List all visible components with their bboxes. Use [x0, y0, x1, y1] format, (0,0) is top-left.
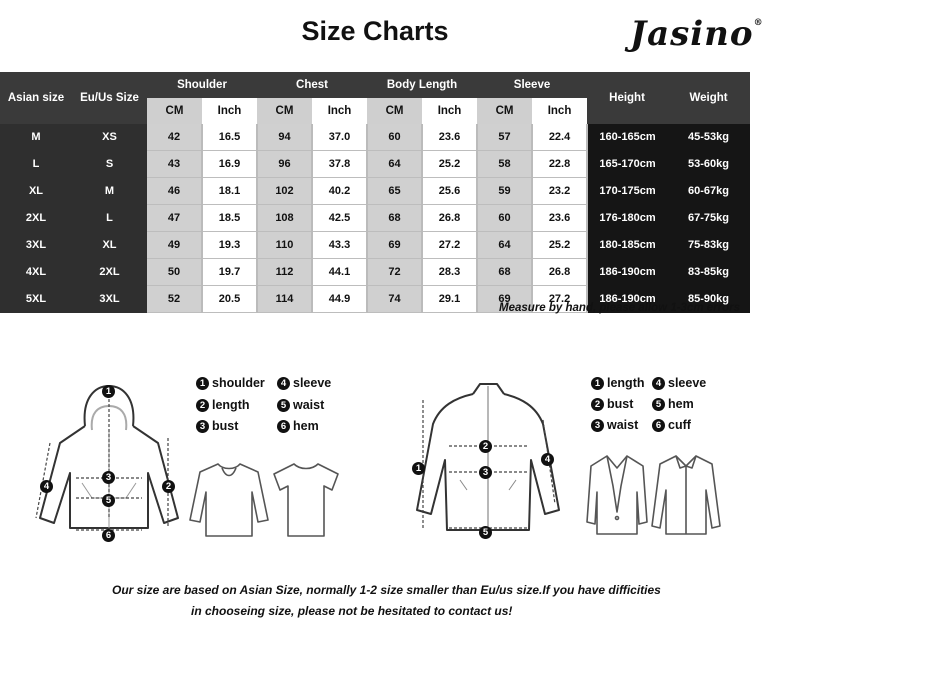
page-title: Size Charts [301, 16, 449, 46]
marker-1: 1 [412, 462, 425, 475]
measure-note: Measure by hand, please allow 1-3cm errors [499, 302, 740, 314]
header-asian-size: Asian size [0, 72, 72, 124]
cell-eu-size: 3XL [72, 286, 147, 313]
legend-label: hem [668, 397, 694, 411]
cell-sleeve-cm: 68 [477, 259, 532, 286]
cell-eu-size: XL [72, 232, 147, 259]
legend-label: shoulder [212, 376, 265, 390]
cell-chest-cm: 114 [257, 286, 312, 313]
cell-asian-size: M [0, 124, 72, 151]
cell-height: 165-170cm [587, 151, 667, 178]
cell-chest-cm: 108 [257, 205, 312, 232]
cell-weight: 85-90kg [667, 286, 750, 313]
cell-sleeve-cm: 64 [477, 232, 532, 259]
legend-number: 6 [277, 420, 290, 433]
legend-number: 6 [652, 419, 665, 432]
marker-5: 5 [479, 526, 492, 539]
cell-length-inch: 25.6 [422, 178, 477, 205]
header-chest: Chest [257, 72, 367, 98]
marker-2: 2 [162, 480, 175, 493]
cell-eu-size: XS [72, 124, 147, 151]
cell-shoulder-inch: 19.7 [202, 259, 257, 286]
cell-height: 160-165cm [587, 124, 667, 151]
footer-line-1: Our size are based on Asian Size, normally 1-2 size smaller than Eu/us size.If you have difficities [112, 583, 661, 597]
cell-length-inch: 25.2 [422, 151, 477, 178]
legend-label: hem [293, 419, 319, 433]
cell-sleeve-cm: 59 [477, 178, 532, 205]
footer-line-2: in chooseing size, please not be hesitated to contact us! [191, 604, 513, 618]
cell-chest-inch: 37.8 [312, 151, 367, 178]
legend-label: sleeve [293, 376, 332, 390]
legend-number: 1 [196, 377, 209, 390]
subheader-cm: CM [477, 98, 532, 124]
cell-chest-cm: 102 [257, 178, 312, 205]
header-sleeve: Sleeve [477, 72, 587, 98]
subheader-inch: Inch [532, 98, 587, 124]
tshirt-icon [270, 458, 342, 540]
cell-sleeve-inch: 23.2 [532, 178, 587, 205]
legend-number: 2 [591, 398, 604, 411]
cell-weight: 75-83kg [667, 232, 750, 259]
subheader-cm: CM [257, 98, 312, 124]
cell-chest-inch: 40.2 [312, 178, 367, 205]
cell-weight: 60-67kg [667, 178, 750, 205]
legend-number: 4 [652, 377, 665, 390]
legend-label: length [607, 376, 645, 390]
cell-weight: 83-85kg [667, 259, 750, 286]
header-height: Height [587, 72, 667, 124]
subheader-cm: CM [147, 98, 202, 124]
cell-chest-inch: 37.0 [312, 124, 367, 151]
cell-shoulder-inch: 18.5 [202, 205, 257, 232]
marker-3: 3 [479, 466, 492, 479]
legend-number: 1 [591, 377, 604, 390]
marker-4: 4 [40, 480, 53, 493]
legend-label: sleeve [668, 376, 707, 390]
cell-weight: 45-53kg [667, 124, 750, 151]
marker-2: 2 [479, 440, 492, 453]
cell-shoulder-cm: 52 [147, 286, 202, 313]
cell-length-cm: 68 [367, 205, 422, 232]
cell-sleeve-inch: 27.2 [532, 286, 587, 313]
cell-asian-size: 5XL [0, 286, 72, 313]
cell-shoulder-cm: 47 [147, 205, 202, 232]
cell-length-cm: 72 [367, 259, 422, 286]
legend-label: length [212, 398, 250, 412]
cell-sleeve-cm: 69 [477, 286, 532, 313]
cell-chest-inch: 43.3 [312, 232, 367, 259]
cell-asian-size: 4XL [0, 259, 72, 286]
cell-length-cm: 64 [367, 151, 422, 178]
cell-chest-cm: 94 [257, 124, 312, 151]
header-weight: Weight [667, 72, 750, 124]
cell-chest-inch: 44.9 [312, 286, 367, 313]
table-row [0, 124, 750, 151]
cell-chest-cm: 110 [257, 232, 312, 259]
legend-label: bust [212, 419, 239, 433]
cell-sleeve-cm: 58 [477, 151, 532, 178]
legend-number: 5 [652, 398, 665, 411]
table-row [0, 259, 750, 286]
cell-shoulder-inch: 18.1 [202, 178, 257, 205]
legend-number: 4 [277, 377, 290, 390]
cell-height: 170-175cm [587, 178, 667, 205]
legend-number: 5 [277, 399, 290, 412]
cell-length-inch: 29.1 [422, 286, 477, 313]
cell-weight: 53-60kg [667, 151, 750, 178]
sweatshirt-icon [188, 458, 270, 540]
header-shoulder: Shoulder [147, 72, 257, 98]
table-row [0, 151, 750, 178]
marker-6: 6 [102, 529, 115, 542]
cell-sleeve-inch: 25.2 [532, 232, 587, 259]
blazer-icon [585, 452, 649, 538]
cell-chest-inch: 42.5 [312, 205, 367, 232]
subheader-inch: Inch [422, 98, 477, 124]
cell-shoulder-inch: 16.9 [202, 151, 257, 178]
hoodie-diagram [30, 378, 190, 548]
cell-sleeve-inch: 22.4 [532, 124, 587, 151]
subheader-cm: CM [367, 98, 422, 124]
cell-sleeve-cm: 57 [477, 124, 532, 151]
cell-shoulder-cm: 43 [147, 151, 202, 178]
cell-eu-size: S [72, 151, 147, 178]
legend-label: waist [293, 398, 325, 412]
cell-weight: 67-75kg [667, 205, 750, 232]
cell-length-inch: 28.3 [422, 259, 477, 286]
cell-asian-size: L [0, 151, 72, 178]
cell-height: 186-190cm [587, 286, 667, 313]
legend-label: bust [607, 397, 634, 411]
cell-asian-size: 3XL [0, 232, 72, 259]
cell-shoulder-cm: 46 [147, 178, 202, 205]
subheader-inch: Inch [202, 98, 257, 124]
cell-eu-size: M [72, 178, 147, 205]
cell-chest-cm: 112 [257, 259, 312, 286]
cell-chest-cm: 96 [257, 151, 312, 178]
table-row [0, 205, 750, 232]
cell-length-cm: 74 [367, 286, 422, 313]
legend-label: cuff [668, 418, 691, 432]
cell-length-cm: 65 [367, 178, 422, 205]
cell-shoulder-cm: 42 [147, 124, 202, 151]
registered-mark: ® [753, 18, 764, 28]
header-eu-size: Eu/Us Size [72, 72, 147, 124]
cell-length-inch: 27.2 [422, 232, 477, 259]
brand-logo [630, 14, 764, 54]
header-body-length: Body Length [367, 72, 477, 98]
cell-sleeve-inch: 22.8 [532, 151, 587, 178]
cell-length-inch: 23.6 [422, 124, 477, 151]
legend-label: waist [607, 418, 639, 432]
marker-4: 4 [541, 453, 554, 466]
cell-sleeve-cm: 60 [477, 205, 532, 232]
cell-eu-size: 2XL [72, 259, 147, 286]
cell-length-inch: 26.8 [422, 205, 477, 232]
size-table [0, 72, 750, 313]
marker-3: 3 [102, 471, 115, 484]
cell-shoulder-inch: 16.5 [202, 124, 257, 151]
cell-eu-size: L [72, 205, 147, 232]
legend-number: 2 [196, 399, 209, 412]
brand-name: Jasino [630, 14, 754, 54]
cell-chest-inch: 44.1 [312, 259, 367, 286]
cell-shoulder-inch: 19.3 [202, 232, 257, 259]
cell-shoulder-inch: 20.5 [202, 286, 257, 313]
shirt-icon [650, 452, 722, 538]
cell-height: 176-180cm [587, 205, 667, 232]
cell-sleeve-inch: 23.6 [532, 205, 587, 232]
cell-length-cm: 60 [367, 124, 422, 151]
marker-1: 1 [102, 385, 115, 398]
cell-height: 186-190cm [587, 259, 667, 286]
cell-asian-size: 2XL [0, 205, 72, 232]
cell-height: 180-185cm [587, 232, 667, 259]
cell-length-cm: 69 [367, 232, 422, 259]
size-table-body [0, 124, 750, 313]
table-row [0, 232, 750, 259]
cell-sleeve-inch: 26.8 [532, 259, 587, 286]
legend-number: 3 [591, 419, 604, 432]
cell-asian-size: XL [0, 178, 72, 205]
marker-5: 5 [102, 494, 115, 507]
table-row [0, 178, 750, 205]
legend-number: 3 [196, 420, 209, 433]
cell-shoulder-cm: 49 [147, 232, 202, 259]
cell-shoulder-cm: 50 [147, 259, 202, 286]
subheader-inch: Inch [312, 98, 367, 124]
